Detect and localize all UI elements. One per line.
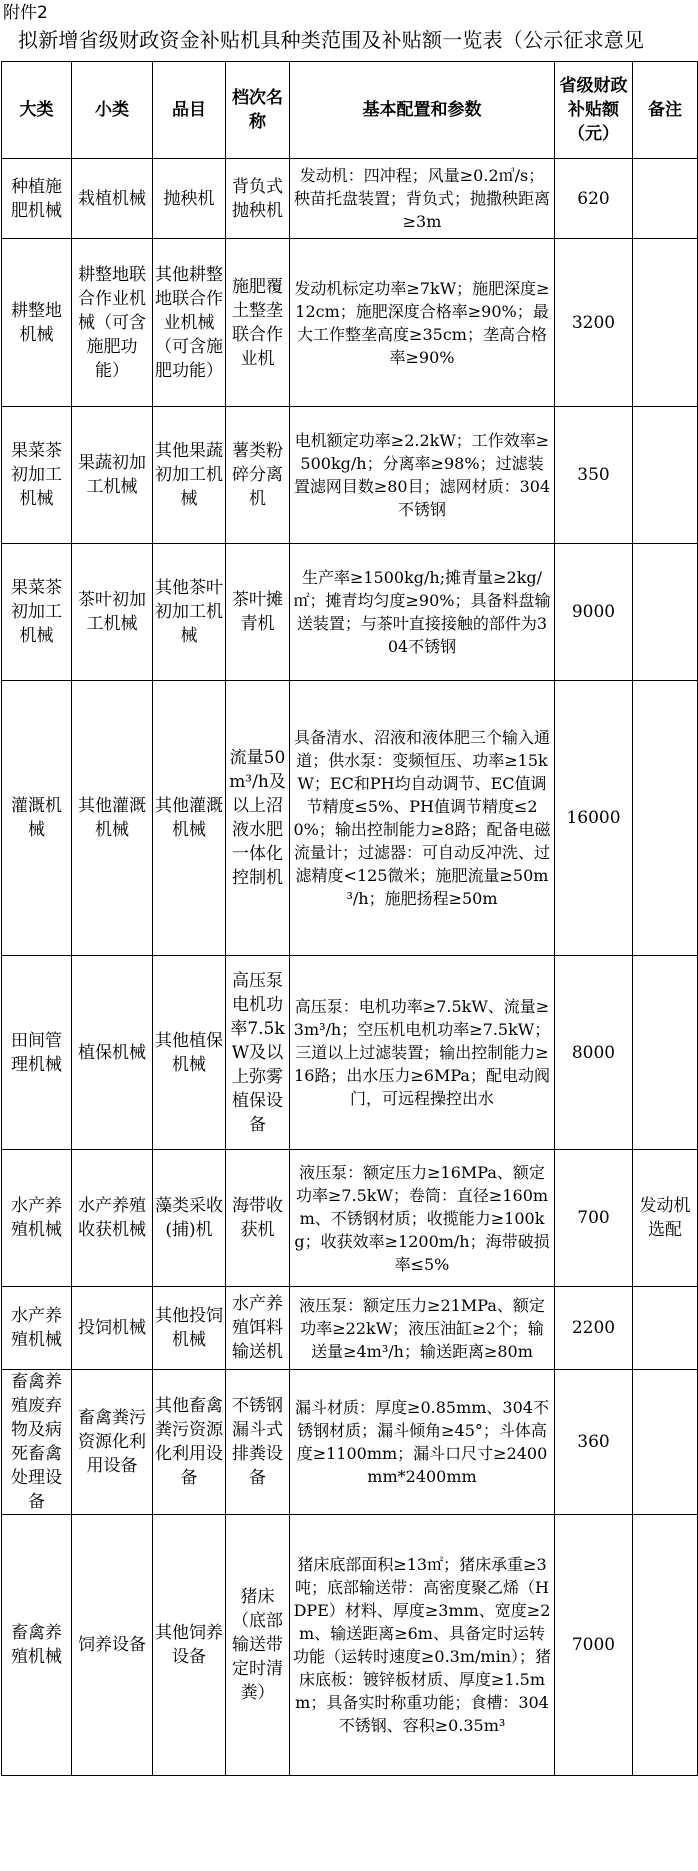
table-row [2, 1515, 698, 1776]
cell-subsidy: 9000 [555, 544, 633, 681]
cell-category: 灌溉机械 [2, 681, 72, 956]
header-subcategory: 小类 [72, 62, 153, 159]
cell-subsidy: 16000 [555, 681, 633, 956]
cell-grade: 薯类粉碎分离机 [226, 407, 290, 544]
cell-item: 抛秧机 [153, 159, 226, 239]
cell-category: 畜禽养殖废弃物及病死畜禽处理设备 [2, 1370, 72, 1515]
cell-grade: 施肥覆土整垄联合作业机 [226, 239, 290, 407]
cell-category: 水产养殖机械 [2, 1150, 72, 1287]
cell-item: 其他植保机械 [153, 956, 226, 1150]
cell-subsidy: 8000 [555, 956, 633, 1150]
cell-grade: 高压泵电机功率7.5kW及以上弥雾植保设备 [226, 956, 290, 1150]
cell-category: 种植施肥机械 [2, 159, 72, 239]
cell-subcategory: 饲养设备 [72, 1515, 153, 1776]
cell-note: 发动机选配 [633, 1150, 698, 1287]
cell-note [633, 407, 698, 544]
cell-grade: 猪床（底部输送带定时清粪） [226, 1515, 290, 1776]
cell-spec: 具备清水、沼液和液体肥三个输入通道；供水泵：变频恒压、功率≥15kW；EC和PH均自动调节、EC值调节精度≤5%、PH值调节精度≤20%；输出控制能力≥8路；配备电磁流量计；过滤器：可自动反冲洗、过滤精度<125微米；施肥流量≥50m³/h；施肥扬程≥50m [290, 681, 555, 956]
cell-note [633, 956, 698, 1150]
cell-note [633, 544, 698, 681]
cell-category: 畜禽养殖机械 [2, 1515, 72, 1776]
table-row [2, 956, 698, 1150]
cell-spec: 漏斗材质：厚度≥0.85mm、304不锈钢材质；漏斗倾角≥45°；斗体高度≥1100mm；漏斗口尺寸≥2400mm*2400mm [290, 1370, 555, 1515]
header-category: 大类 [2, 62, 72, 159]
table-row [2, 1287, 698, 1370]
cell-subsidy: 360 [555, 1370, 633, 1515]
cell-subcategory: 栽植机械 [72, 159, 153, 239]
cell-subcategory: 茶叶初加工机械 [72, 544, 153, 681]
cell-item: 其他畜禽粪污资源化利用设备 [153, 1370, 226, 1515]
cell-subcategory: 其他灌溉机械 [72, 681, 153, 956]
cell-note [633, 1370, 698, 1515]
cell-category: 果菜茶初加工机械 [2, 544, 72, 681]
cell-item: 其他投饲机械 [153, 1287, 226, 1370]
cell-spec: 高压泵：电机功率≥7.5kW、流量≥3m³/h；空压机电机功率≥7.5kW；三道以上过滤装置；输出控制能力≥16路；出水压力≥6MPa；配电动阀门，可远程操控出水 [290, 956, 555, 1150]
cell-note [633, 159, 698, 239]
cell-subsidy: 7000 [555, 1515, 633, 1776]
table-row [2, 1370, 698, 1515]
cell-subcategory: 植保机械 [72, 956, 153, 1150]
cell-item: 其他灌溉机械 [153, 681, 226, 956]
cell-item: 其他果蔬初加工机械 [153, 407, 226, 544]
cell-grade: 流量50m³/h及以上沼液水肥一体化控制机 [226, 681, 290, 956]
cell-spec: 发动机标定功率≥7kW；施肥深度≥12cm；施肥深度合格率≥90%；最大工作整垄高度≥35cm；垄高合格率≥90% [290, 239, 555, 407]
cell-subsidy: 700 [555, 1150, 633, 1287]
cell-spec: 猪床底部面积≥13㎡；猪床承重≥3吨；底部输送带：高密度聚乙烯（HDPE）材料、厚度≥3mm、宽度≥2m、输送距离≥6m、具备定时运转功能（运转时速度≥0.3m/min）；猪床底板：镀锌板材质、厚度≥1.5mm；具备实时称重功能；食槽：304不锈钢、容积≥0.35m³ [290, 1515, 555, 1776]
cell-note [633, 1515, 698, 1776]
cell-spec: 液压泵：额定压力≥21MPa、额定功率≥22kW；液压油缸≥2个；输送量≥4m³/h；输送距离≥80m [290, 1287, 555, 1370]
cell-subcategory: 畜禽粪污资源化利用设备 [72, 1370, 153, 1515]
table-row [2, 544, 698, 681]
cell-item: 其他耕整地联合作业机械（可含施肥功能） [153, 239, 226, 407]
cell-subcategory: 投饲机械 [72, 1287, 153, 1370]
cell-spec: 电机额定功率≥2.2kW；工作效率≥500kg/h；分离率≥98%；过滤装置滤网目数≥80目；滤网材质：304不锈钢 [290, 407, 555, 544]
page-title: 拟新增省级财政资金补贴机具种类范围及补贴额一览表（公示征求意见 [18, 28, 645, 52]
subsidy-table [1, 61, 698, 1776]
cell-category: 水产养殖机械 [2, 1287, 72, 1370]
table-row [2, 681, 698, 956]
table-row [2, 239, 698, 407]
cell-item: 藻类采收(捕)机 [153, 1150, 226, 1287]
cell-subsidy: 3200 [555, 239, 633, 407]
cell-subsidy: 2200 [555, 1287, 633, 1370]
cell-grade: 海带收获机 [226, 1150, 290, 1287]
cell-category: 田间管理机械 [2, 956, 72, 1150]
header-item: 品目 [153, 62, 226, 159]
cell-item: 其他饲养设备 [153, 1515, 226, 1776]
table-row [2, 159, 698, 239]
cell-subcategory: 耕整地联合作业机械（可含施肥功能） [72, 239, 153, 407]
cell-grade: 茶叶摊青机 [226, 544, 290, 681]
cell-note [633, 681, 698, 956]
cell-subsidy: 620 [555, 159, 633, 239]
header-subsidy: 省级财政补贴额（元） [555, 62, 633, 159]
cell-spec: 生产率≥1500kg/h;摊青量≥2kg/㎡；摊青均匀度≥90%；具备料盘输送装置；与茶叶直接接触的部件为304不锈钢 [290, 544, 555, 681]
cell-spec: 液压泵：额定压力≥16MPa、额定功率≥7.5kW；卷筒：直径≥160mm、不锈钢材质；收揽能力≥100kg；收获效率≥1200m/h；海带破损率≤5% [290, 1150, 555, 1287]
cell-grade: 水产养殖饵料输送机 [226, 1287, 290, 1370]
table-row [2, 1150, 698, 1287]
cell-category: 耕整地机械 [2, 239, 72, 407]
header-row [2, 62, 698, 159]
header-note: 备注 [633, 62, 698, 159]
cell-note [633, 239, 698, 407]
cell-spec: 发动机：四冲程；风量≥0.2㎥/s；秧苗托盘装置；背负式；抛撒秧距离≥3m [290, 159, 555, 239]
cell-item: 其他茶叶初加工机械 [153, 544, 226, 681]
table-row [2, 407, 698, 544]
annex-label: 附件2 [3, 3, 48, 23]
cell-grade: 背负式抛秧机 [226, 159, 290, 239]
cell-subcategory: 水产养殖收获机械 [72, 1150, 153, 1287]
cell-note [633, 1287, 698, 1370]
cell-category: 果菜茶初加工机械 [2, 407, 72, 544]
header-spec: 基本配置和参数 [290, 62, 555, 159]
cell-subcategory: 果蔬初加工机械 [72, 407, 153, 544]
cell-subsidy: 350 [555, 407, 633, 544]
header-grade: 档次名称 [226, 62, 290, 159]
cell-grade: 不锈钢漏斗式排粪设备 [226, 1370, 290, 1515]
